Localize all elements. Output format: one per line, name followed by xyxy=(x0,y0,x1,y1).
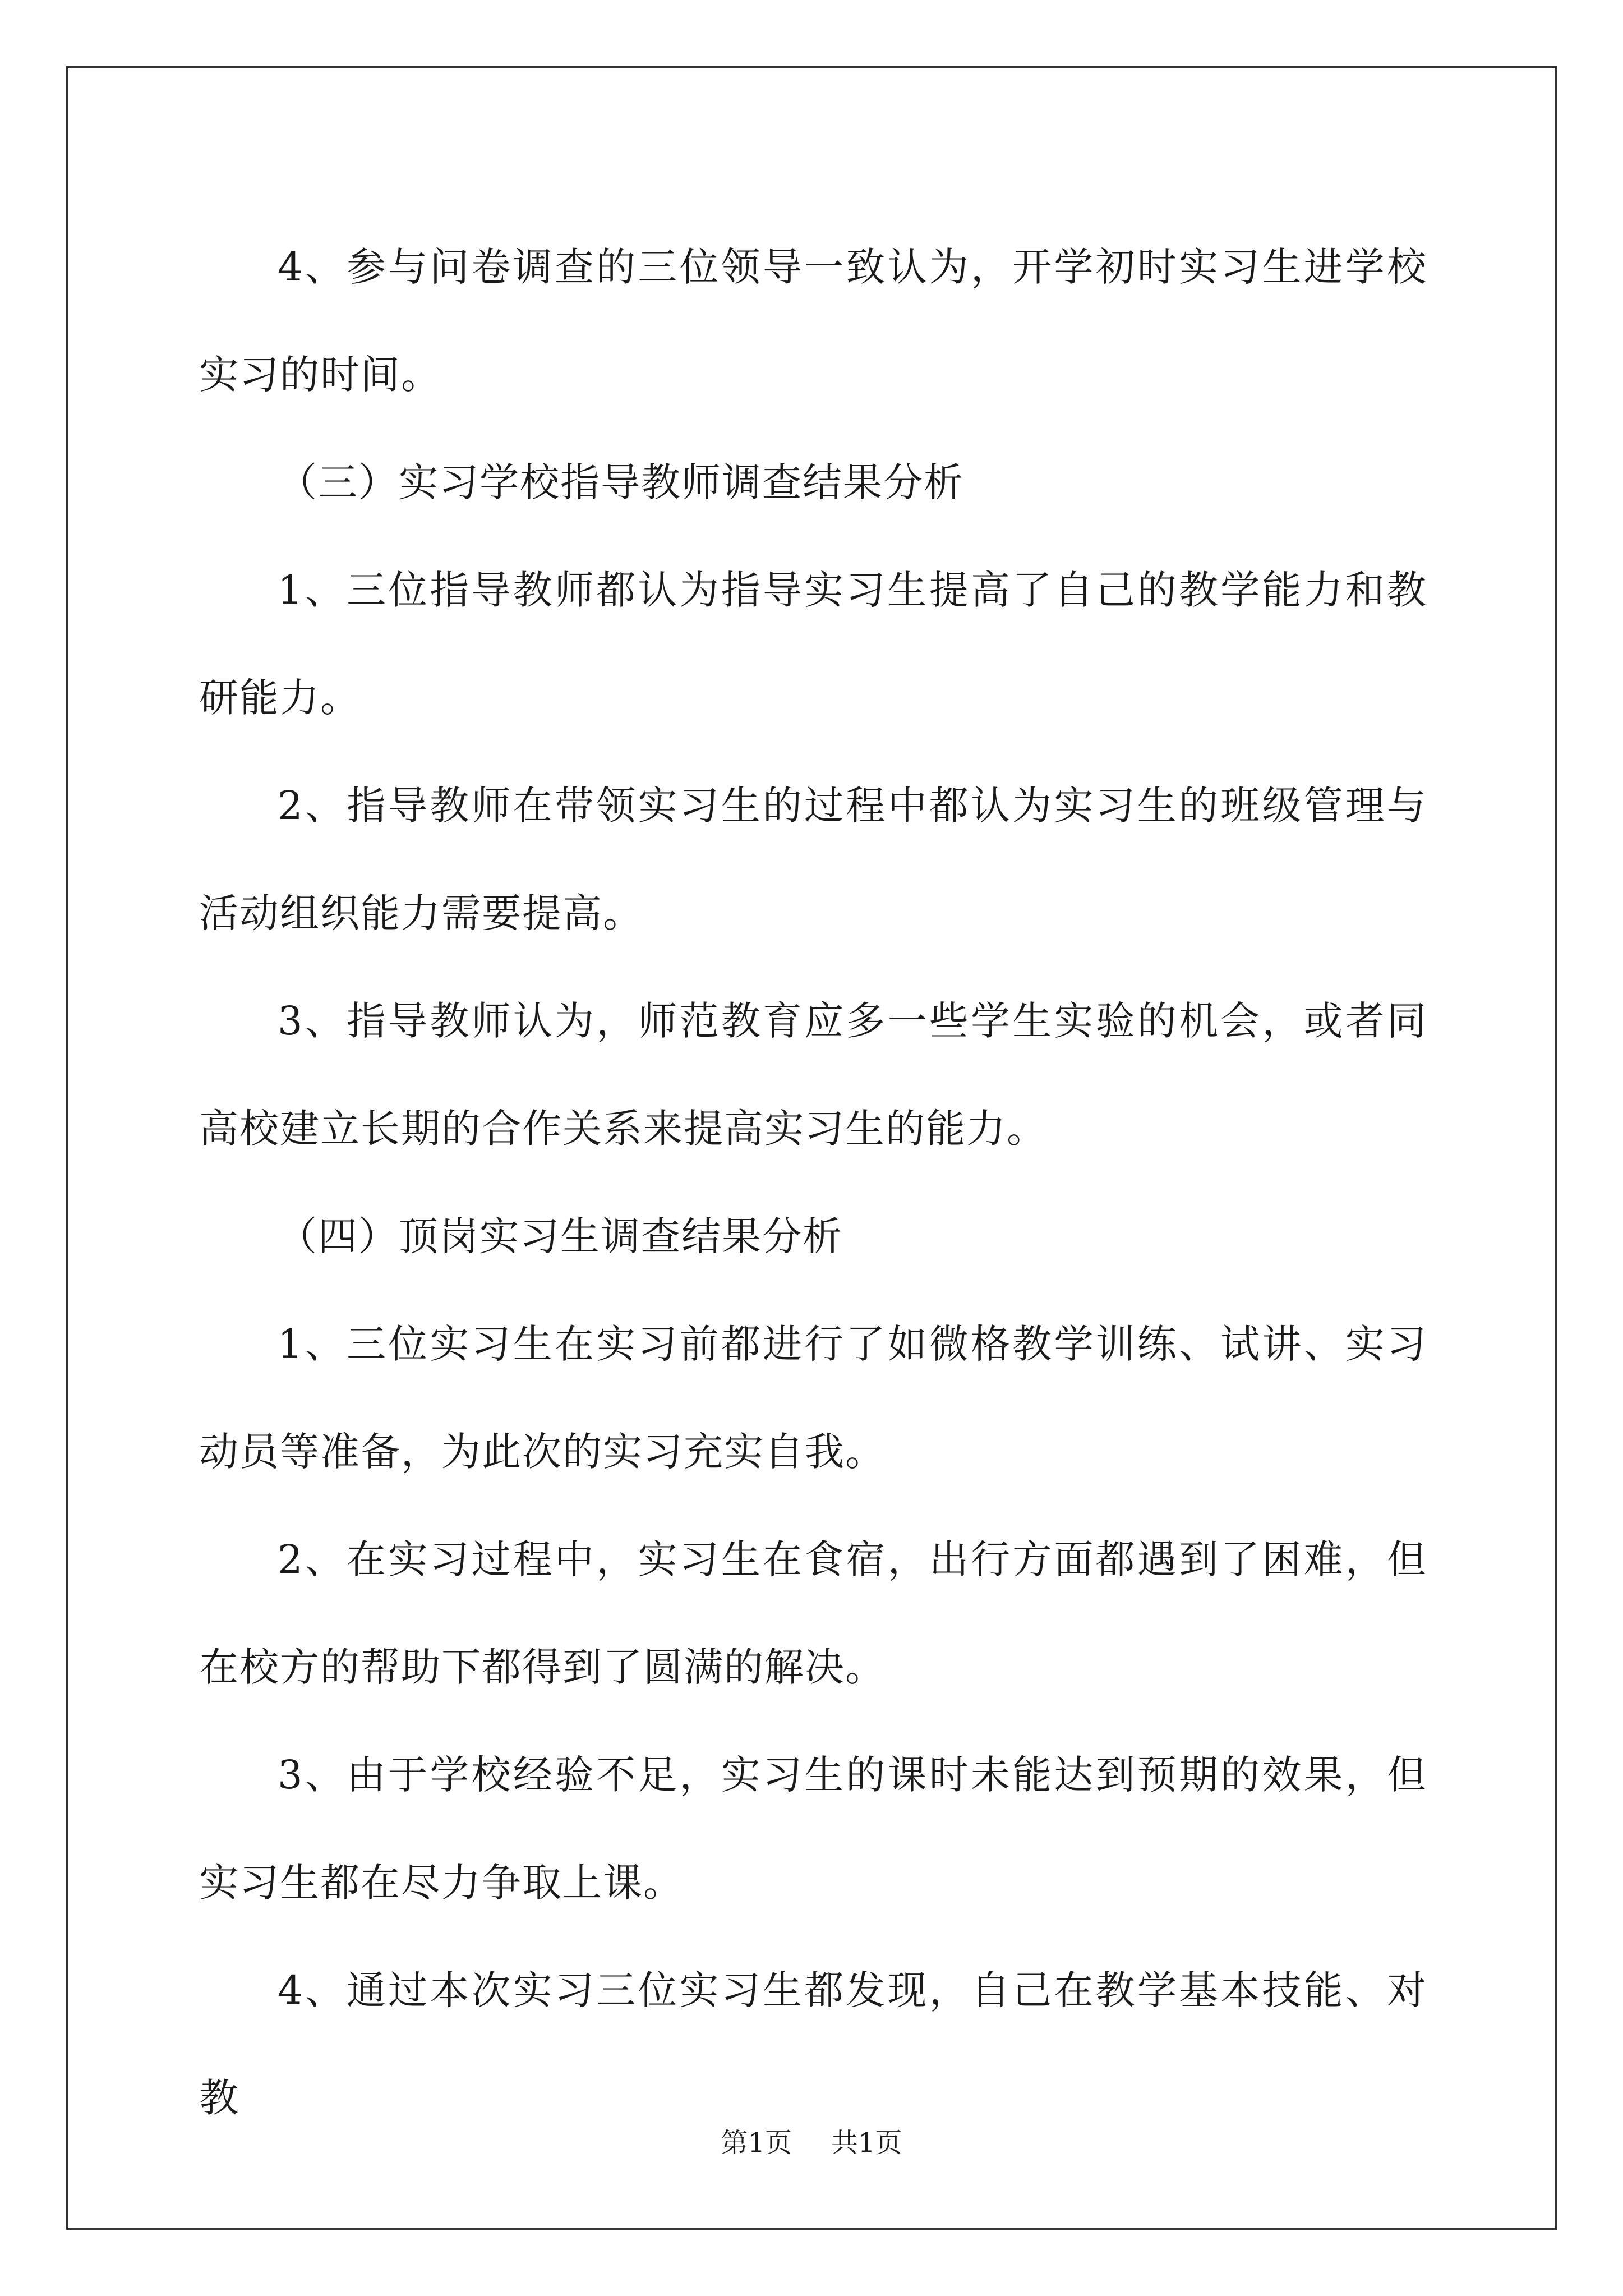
page-footer xyxy=(0,2126,1623,2160)
section-heading-4: （四）顶岗实习生调查结果分析 xyxy=(278,1213,843,1259)
paragraph-7: 3、由于学校经验不足，实习生的课时未能达到预期的效果，但实习生都在尽力争取上课。 xyxy=(199,1752,1427,1906)
paragraph-1: 4、参与问卷调查的三位领导一致认为，开学初时实习生进学校实习的时间。 xyxy=(199,244,1427,398)
section-heading-3: （三）实习学校指导教师调查结果分析 xyxy=(278,459,964,505)
paragraph-2: 1、三位指导教师都认为指导实习生提高了自己的教学能力和教研能力。 xyxy=(199,567,1427,721)
page-total: 共1页 xyxy=(831,2127,902,2159)
document-body xyxy=(199,213,1427,2152)
paragraph-8: 4、通过本次实习三位实习生都发现，自己在教学基本技能、对教 xyxy=(199,1967,1427,2121)
paragraph-5: 1、三位实习生在实习前都进行了如微格教学训练、试讲、实习动员等准备，为此次的实习充实自我。 xyxy=(199,1321,1427,1475)
paragraph-3: 2、指导教师在带领实习生的过程中都认为实习生的班级管理与活动组织能力需要提高。 xyxy=(199,783,1427,936)
paragraph-6: 2、在实习过程中，实习生在食宿，出行方面都遇到了困难，但在校方的帮助下都得到了圆满的解决。 xyxy=(199,1536,1427,1690)
page-number: 第1页 xyxy=(721,2127,792,2159)
paragraph-4: 3、指导教师认为，师范教育应多一些学生实验的机会，或者同高校建立长期的合作关系来提高实习生的能力。 xyxy=(199,998,1427,1152)
